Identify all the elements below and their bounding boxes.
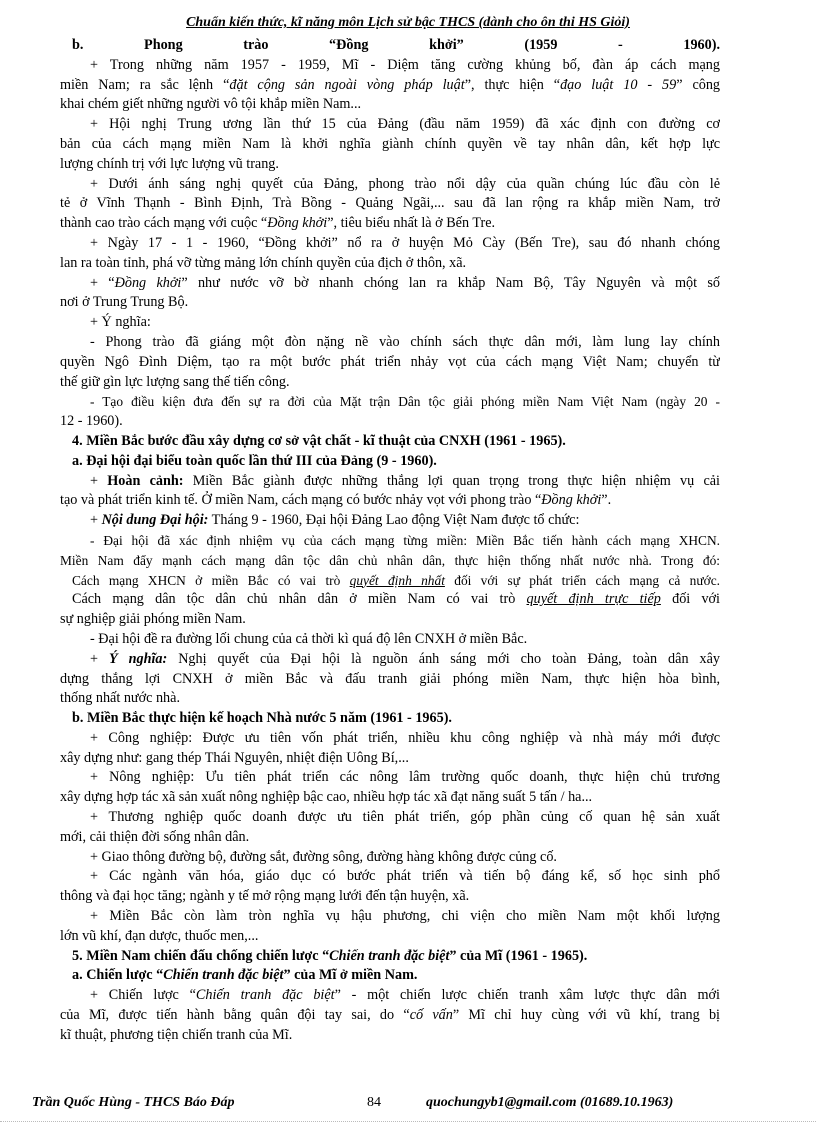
text-run: Cách mạng dân tộc dân chủ nhân dân ở miền Nam có vai trò (72, 591, 527, 608)
paragraph-line (60, 590, 720, 610)
paragraph-line (60, 1026, 720, 1046)
text-run: + (90, 472, 108, 489)
text-run: quyền Ngô Đình Diệm, tạo ra một bước phát triển nhảy vọt của cách mạng Việt Nam; chuyển từ (60, 353, 720, 370)
paragraph-line (60, 293, 720, 313)
text-run: Tháng 9 - 1960, Đại hội Đảng Lao động Việt Nam được tổ chức: (208, 512, 580, 529)
paragraph-line (60, 76, 720, 96)
paragraph-line (60, 689, 720, 709)
paragraph-line (60, 115, 720, 135)
heading-section-5 (60, 947, 720, 967)
paragraph-line (60, 571, 720, 591)
text-run: thống nhất nước nhà. (60, 690, 180, 707)
text-run: + Trong những năm 1957 - 1959, Mĩ - Diệm tăng cường khủng bố, đàn áp cách mạng (90, 56, 720, 73)
text-run: ” như nước vỡ bờ nhanh chóng lan ra khắp Nam Bộ, Tây Nguyên và một số (181, 274, 720, 291)
paragraph-line (60, 56, 720, 76)
text-run: + Thương nghiệp quốc doanh được ưu tiên phát triển, góp phần củng cố quan hệ sản xuất (90, 809, 720, 826)
text-run: quyết định nhất (349, 572, 445, 588)
text-run: b. Miền Bắc thực hiện kế hoạch Nhà nước 5 năm (1961 - 1965). (72, 710, 452, 727)
text-run: Đồng khởi (114, 274, 182, 291)
paragraph-line (60, 313, 720, 333)
paragraph-line (60, 194, 720, 214)
heading-chien-luoc (60, 966, 720, 986)
paragraph-line (60, 768, 720, 788)
paragraph-line (60, 353, 720, 373)
text-run: Nghị quyết của Đại hội là nguồn ánh sáng mới cho toàn Đảng, toàn dân xây (167, 650, 720, 667)
text-run: Chiến tranh đặc biệt (329, 947, 450, 964)
paragraph-line (60, 135, 720, 155)
text-run: - Phong trào đã giáng một đòn nặng nề vào chính sách thực dân mới, làm lung lay chính (90, 333, 720, 350)
heading-section-4 (60, 432, 720, 452)
text-run: đặt cộng sản ngoài vòng pháp luật (229, 76, 465, 93)
paragraph-line (60, 828, 720, 848)
paragraph-line (60, 234, 720, 254)
text-run: cố vấn (409, 1007, 453, 1024)
text-run: thành cao trào cách mạng với cuộc “ (60, 215, 268, 232)
text-run: Ý nghĩa: (108, 650, 168, 667)
text-run: của Mĩ, được tiến hành bằng quân đội tay sai, do “ (60, 1007, 410, 1024)
text-run: đối với sự phát triển cách mạng cả nước. (444, 572, 720, 588)
page-number: 84 (367, 1095, 381, 1110)
paragraph-line (60, 986, 720, 1006)
text-run: Đồng khởi (267, 215, 328, 232)
text-run: Miền Bắc giành được những thắng lợi quan trọng trong thực hiện nhiệm vụ cải (183, 472, 720, 489)
paragraph-line (60, 848, 720, 868)
text-run: Hoàn cảnh: (107, 472, 184, 489)
paragraph-line (60, 551, 720, 571)
text-run: a. Đại hội đại biểu toàn quốc lần thứ III của Đảng (9 - 1960). (72, 452, 437, 469)
paragraph-line (60, 650, 720, 670)
text-run: đạo luật 10 - 59 (560, 76, 677, 93)
text-run: lượng chính trị với lực lượng vũ trang. (60, 155, 279, 172)
text-run: + Công nghiệp: Được ưu tiên vốn phát triển, nhiều khu công nghiệp và nhà máy mới được (90, 729, 720, 746)
text-run: Cách mạng XHCN ở miền Bắc có vai trò (72, 572, 350, 588)
text-run: + Ngày 17 - 1 - 1960, “Đồng khởi” nổ ra ở huyện Mỏ Cày (Bến Tre), sau đó nhanh chóng (90, 234, 720, 251)
text-run: dựng thắng lợi CNXH ở miền Bắc và đấu tranh giải phóng miền Nam, thực hiện hòa bình, (60, 670, 720, 687)
text-run: b. Phong trào “Đồng khởi” (1959 - 1960). (72, 37, 720, 53)
text-run: 12 - 1960). (60, 413, 123, 430)
text-run: + Ý nghĩa: (90, 314, 151, 331)
text-run: + Các ngành văn hóa, giáo dục có bước phát triển và tiến bộ đáng kể, số học sinh phổ (90, 868, 720, 885)
text-run: - Đại hội đã xác định nhiệm vụ của cách mạng từng miền: Miền Bắc tiến hành cách mạng XHCN. (90, 532, 720, 548)
paragraph-line (60, 412, 720, 432)
heading-ke-hoach (60, 709, 720, 729)
text-run: ”. (601, 492, 612, 509)
text-run: - Tạo điều kiện đưa đến sự ra đời của Mặt trận Dân tộc giải phóng miền Nam Việt Nam (ngày 20 - (90, 394, 720, 410)
document-body (60, 36, 720, 1046)
text-run: 5. Miền Nam chiến đấu chống chiến lược “ (72, 947, 330, 964)
text-run: + Miền Bắc còn làm tròn nghĩa vụ hậu phương, chi viện cho miền Nam một khối lượng (90, 908, 720, 925)
text-run: 4. Miền Bắc bước đầu xây dựng cơ sở vật chất - kĩ thuật của CNXH (1961 - 1965). (72, 432, 566, 449)
text-run: thông và đại học tăng; ngành y tế mở rộng mạng lưới đến tận huyện, xã. (60, 888, 470, 905)
text-run: + Dưới ánh sáng nghị quyết của Đảng, phong trào nổi dậy của quần chúng lúc đầu còn lẻ (90, 175, 720, 192)
text-run: quyết định trực tiếp (526, 591, 661, 608)
text-run: tạo và phát triển kinh tế. Ở miền Nam, cách mạng có bước nhảy vọt với phong trào “ (60, 492, 542, 509)
text-run: khai chém giết những người vô tội khắp miền Nam... (60, 96, 362, 113)
paragraph-line (60, 808, 720, 828)
heading-dai-hoi (60, 452, 720, 472)
text-run: đối với (660, 591, 720, 608)
text-run: Đồng khởi (541, 492, 602, 509)
paragraph-line (60, 670, 720, 690)
text-run: + Hội nghị Trung ương lần thứ 15 của Đảng (đầu năm 1959) đã xác định con đường cơ (90, 116, 720, 133)
text-run: Miền Nam đẩy mạnh cách mạng dân tộc dân chủ nhân dân, thực hiện thống nhất nước nhà. Trong đó: (60, 552, 720, 568)
text-run: + “ (90, 274, 115, 291)
paragraph-line (60, 511, 720, 531)
paragraph-line (60, 788, 720, 808)
paragraph-line (60, 610, 720, 630)
text-run: sự nghiệp giải phóng miền Nam. (60, 611, 246, 628)
text-run: tẻ ở Vĩnh Thạnh - Bình Định, Trà Bồng - Quảng Ngãi,... sau đã lan rộng ra khắp miền Nam, trở (60, 195, 720, 212)
text-run: miền Nam; ra sắc lệnh “ (60, 76, 230, 93)
text-run: xây dựng hợp tác xã sản xuất nông nghiệp bậc cao, nhiều hợp tác xã đạt năng suất 5 tấn / ha... (60, 789, 593, 806)
text-run: ” của Mĩ (1961 - 1965). (449, 947, 588, 964)
footer-contact: quochungyb1@gmail.com (01689.10.1963) (426, 1095, 674, 1110)
text-run: + (90, 512, 102, 529)
text-run: ” công (676, 76, 720, 93)
text-run: lan ra toàn tỉnh, phá vỡ từng mảng lớn chính quyền của địch ở thôn, xã. (60, 254, 467, 271)
paragraph-line (60, 333, 720, 353)
text-run: kĩ thuật, phương tiện chiến tranh của Mĩ. (60, 1026, 293, 1043)
paragraph-line (60, 214, 720, 234)
paragraph-line (60, 254, 720, 274)
paragraph-line (60, 887, 720, 907)
text-run: Nội dung Đại hội: (101, 512, 209, 529)
text-run: + (90, 650, 109, 667)
paragraph-line (60, 749, 720, 769)
text-run: ” Mĩ chỉ huy cùng với vũ khí, trang bị (452, 1007, 720, 1024)
page-header: Chuẩn kiến thức, kĩ năng môn Lịch sử bậc THCS (dành cho ôn thi HS Giỏi) (186, 15, 630, 30)
text-run: Chiến tranh đặc biệt (195, 987, 335, 1004)
text-run: thế giữ gìn lực lượng sang thế tiến công. (60, 373, 290, 390)
paragraph-line (60, 274, 720, 294)
paragraph-line (60, 373, 720, 393)
paragraph-line (60, 1006, 720, 1026)
text-run: + Chiến lược “ (90, 987, 196, 1004)
text-run: mới, cải thiện đời sống nhân dân. (60, 828, 250, 845)
text-run: a. Chiến lược “ (72, 967, 164, 984)
paragraph-line (60, 175, 720, 195)
paragraph-line (60, 729, 720, 749)
paragraph-line (60, 95, 720, 115)
text-run: + Nông nghiệp: Ưu tiên phát triển các nông lâm trường quốc doanh, thực hiện chủ trương (90, 769, 720, 786)
text-run: ” - một chiến lược chiến tranh xâm lược thực dân mới (334, 987, 720, 1004)
paragraph-line (60, 491, 720, 511)
text-run: - Đại hội đề ra đường lối chung của cả thời kì quá độ lên CNXH ở miền Bắc. (90, 630, 528, 647)
paragraph-line (60, 472, 720, 492)
paragraph-line (60, 392, 720, 412)
text-run: lớn vũ khí, đạn dược, thuốc men,... (60, 927, 259, 944)
footer-author: Trần Quốc Hùng - THCS Báo Đáp (32, 1095, 235, 1110)
text-run: ”, tiêu biểu nhất là ở Bến Tre. (327, 215, 496, 232)
text-run: bản của cách mạng miền Nam là khởi nghĩa giành chính quyền về tay nhân dân, kết hợp lực (60, 135, 720, 152)
text-run: xây dựng như: gang thép Thái Nguyên, nhiệt điện Uông Bí,... (60, 749, 409, 766)
paragraph-line (60, 531, 720, 551)
text-run: Chiến tranh đặc biệt (163, 967, 284, 984)
heading-dong-khoi (60, 36, 720, 56)
paragraph-line (60, 907, 720, 927)
text-run: nơi ở Trung Trung Bộ. (60, 294, 189, 311)
text-run: ” của Mĩ ở miền Nam. (283, 967, 418, 984)
paragraph-line (60, 630, 720, 650)
paragraph-line (60, 155, 720, 175)
paragraph-line (60, 867, 720, 887)
text-run: + Giao thông đường bộ, đường sắt, đường sông, đường hàng không được củng cố. (90, 848, 557, 865)
text-run: ”, thực hiện “ (464, 76, 561, 93)
paragraph-line (60, 927, 720, 947)
